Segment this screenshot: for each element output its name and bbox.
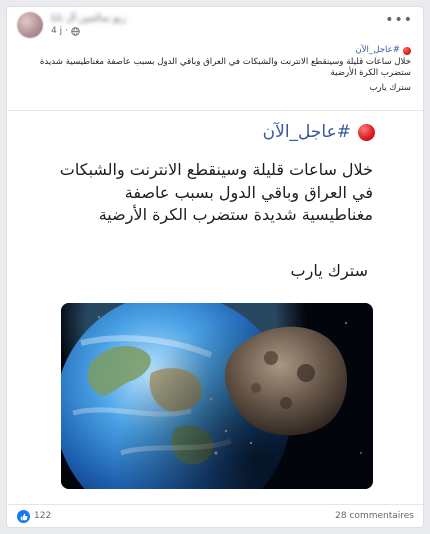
post-card — [6, 6, 424, 528]
post-footer — [7, 505, 423, 528]
comment-count[interactable]: 28 commentaires — [335, 511, 414, 521]
image-hashtag-line — [263, 122, 375, 142]
post-header — [7, 7, 423, 41]
image-pray: سترك يارب — [290, 261, 368, 280]
earth-asteroid-photo[interactable] — [61, 303, 373, 489]
post-hashtag-line — [15, 45, 411, 57]
globe-icon — [71, 27, 80, 36]
post-text-line-1: خلال ساعات قليلة وسينقطع الانترنت والشبكات في العراق وباقي الدول بسبب عاصفة مغناطيسية شديدة — [39, 56, 411, 67]
post-time[interactable]: 4 j — [51, 26, 63, 36]
shared-image[interactable] — [8, 110, 424, 505]
image-headline — [60, 159, 373, 227]
author-name[interactable]: ريو سالمين آل ثانا — [51, 13, 126, 24]
image-line-2: في العراق وباقي الدول بسبب عاصفة — [124, 182, 373, 202]
red-dot-icon — [403, 47, 411, 55]
image-line-1: خلال ساعات قليلة وسينقطع الانترنت والشبكات — [59, 160, 373, 179]
post-text — [15, 45, 411, 94]
avatar[interactable] — [17, 12, 43, 38]
like-count[interactable]: 122 — [34, 511, 52, 521]
image-line-3: مغناطيسية شديدة ستضرب الكرة الأرضية — [98, 205, 373, 224]
post-pray: سترك يارب — [369, 82, 411, 93]
red-dot-icon — [358, 124, 375, 141]
post-text-line-2: ستضرب الكرة الأرضية — [330, 68, 411, 78]
post-meta: 4 j · — [51, 26, 80, 36]
image-hashtag: #عاجل_الآن — [262, 122, 351, 142]
more-options-icon[interactable]: ••• — [385, 12, 413, 28]
like-icon[interactable] — [17, 510, 30, 523]
thumbs-up-icon — [20, 513, 28, 521]
earth-asteroid-illustration — [61, 303, 373, 489]
post-hashtag[interactable]: #عاجل_الآن — [355, 45, 400, 55]
